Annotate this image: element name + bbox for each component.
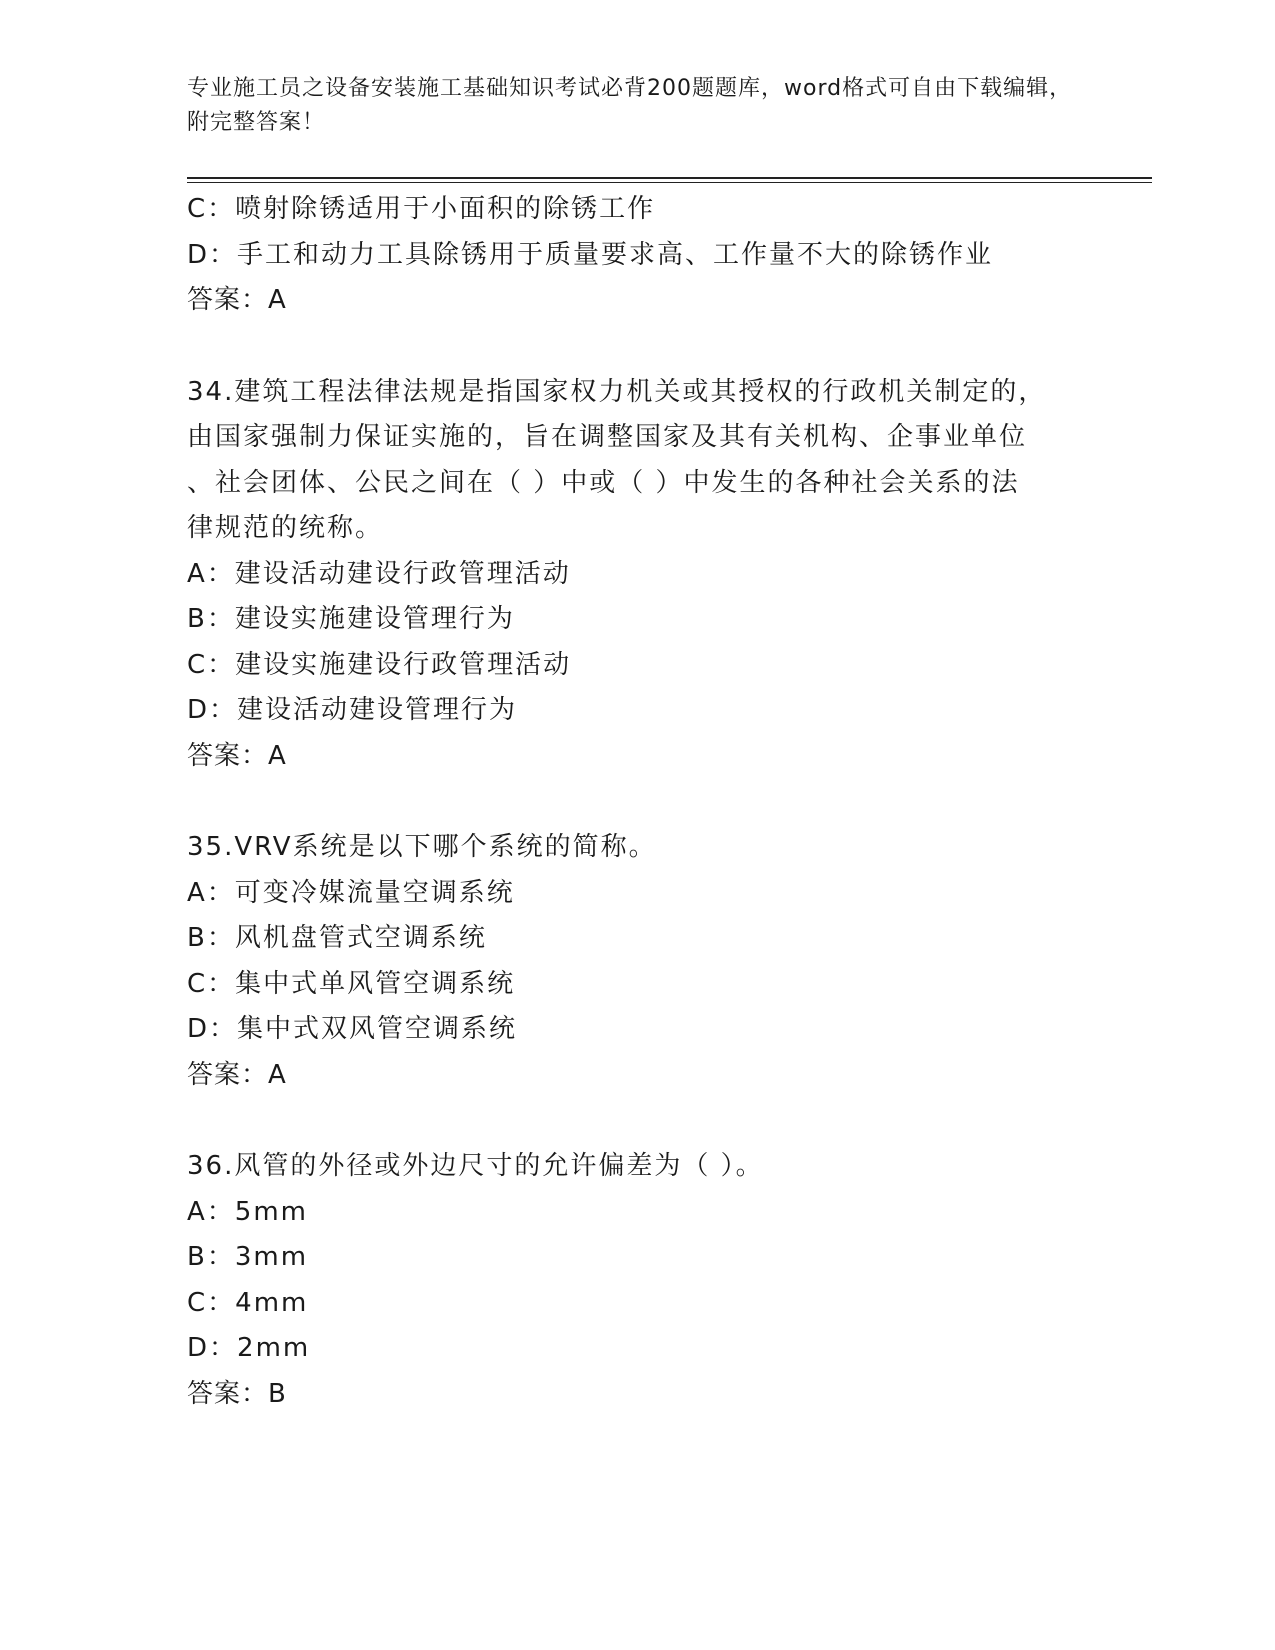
answer-line: 答案：A	[187, 740, 287, 771]
prev-question-tail	[187, 187, 1087, 324]
option-d: D：建设活动建设管理行为	[187, 695, 518, 725]
question-stem	[187, 370, 1087, 552]
option-b: B：3mm	[187, 1242, 309, 1272]
option-a: A：5mm	[187, 1196, 308, 1227]
document-header	[187, 72, 1087, 140]
question-36	[187, 1144, 1087, 1417]
option-c: C：建设实施建设行政管理活动	[187, 649, 572, 680]
answer-line: 答案：A	[187, 1059, 287, 1090]
question-stem-line: 、社会团体、公民之间在（ ）中或（ ）中发生的各种社会关系的法	[187, 467, 1020, 498]
option-a: A：建设活动建设行政管理活动	[187, 558, 571, 589]
answer-line: 答案：A	[187, 285, 287, 315]
question-stem	[187, 825, 1087, 871]
option-a: A：可变冷媒流量空调系统	[187, 877, 515, 908]
question-stem	[187, 1144, 1087, 1190]
option-c: C：集中式单风管空调系统	[187, 968, 516, 999]
header-text: 专业施工员之设备安装施工基础知识考试必背200题题库，word格式可自由下载编辑，附完整答案！	[187, 76, 1073, 135]
question-35	[187, 825, 1087, 1098]
option-b: B：建设实施建设管理行为	[187, 604, 515, 634]
option-d: D：手工和动力工具除锈用于质量要求高、工作量不大的除锈作业	[187, 239, 994, 270]
option-c: C：4mm	[187, 1287, 309, 1318]
header-rule-thin	[187, 182, 1152, 183]
question-stem-line: 35.VRV系统是以下哪个系统的简称。	[187, 832, 657, 862]
option-d: D：2mm	[187, 1333, 311, 1363]
option-b: B：风机盘管式空调系统	[187, 923, 487, 953]
header-rule-thick	[187, 177, 1152, 179]
option-d: D：集中式双风管空调系统	[187, 1014, 518, 1044]
question-stem-line: 律规范的统称。	[187, 513, 384, 543]
question-stem-line: 36.风管的外径或外边尺寸的允许偏差为（ ）。	[187, 1151, 764, 1181]
question-list	[187, 187, 1087, 1417]
question-34	[187, 370, 1087, 780]
question-stem-line: 由国家强制力保证实施的，旨在调整国家及其有关机构、企事业单位	[187, 422, 1028, 452]
option-c: C：喷射除锈适用于小面积的除锈工作	[187, 194, 656, 224]
question-stem-line: 34.建筑工程法律法规是指国家权力机关或其授权的行政机关制定的，	[187, 376, 1047, 407]
answer-line: 答案：B	[187, 1378, 287, 1409]
